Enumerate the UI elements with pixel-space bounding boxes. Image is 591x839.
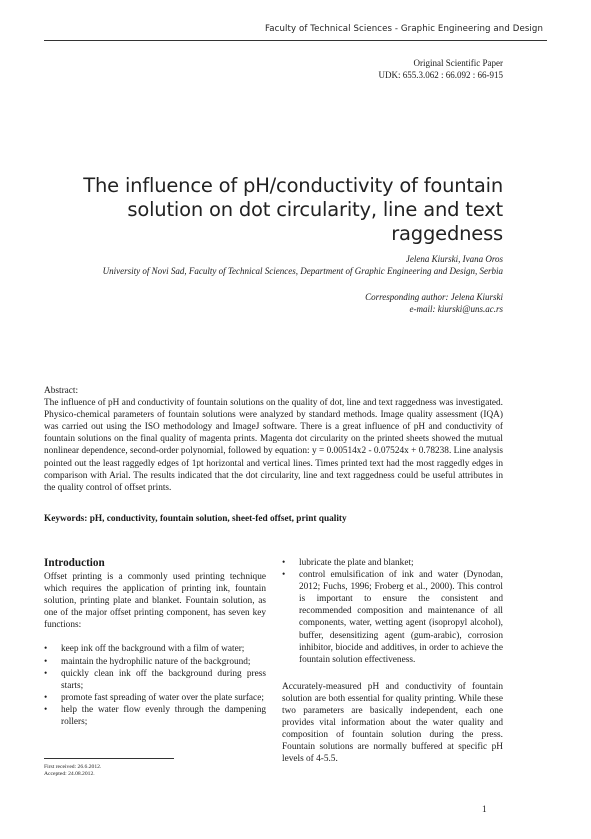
abstract-text: The influence of pH and conductivity of fountain solutions on the quality of dot, line and text raggedness was investigated. Physico-chemical parameters of fountain solutions were analyzed by standard methods. Image quality assessment (IQA) was carried out using the ISO methodology and ImageJ software. There is a great influence of pH and conductivity of fountain solutions on the final quality of magenta prints. Magenta dot circularity on the printed sheets showed the mutual nonlinear dependence, second-order polynomial, followed by equation: y = 0.00514x2 - 0.07524x + 0.78238. Line analysis pointed out the least raggedly edges of 1pt horizontal and vertical lines. Times printed text had the most raggedly edges in comparison with Arial. The results indicated that the dot circularity, line and text raggedness could be useful attributes in the quality control of offset prints. <box>44 398 503 493</box>
list-item: • promote fast spreading of water over the plate surface; <box>44 692 266 704</box>
journal-header: Faculty of Technical Sciences - Graphic Engineering and Design <box>265 24 543 34</box>
list-item: • control emulsification of ink and water (Dynodan, 2012; Fuchs, 1996; Froberg et al., 2000). This control is important to ensure the consistent and recommended composition and maintenance of all components, water, wetting agent (isopropyl alcohol), buffer, desensitizing agent (gum-arabic), corrosion inhibitor, biocide and additives, in order to achieve the fountain solution effectiveness. <box>282 569 503 666</box>
list-item: • lubricate the plate and blanket; <box>282 557 503 569</box>
footnote-divider <box>44 758 174 759</box>
header-divider <box>44 40 547 41</box>
authors: Jelena Kiurski, Ivana Oros <box>405 254 503 264</box>
paper-type: Original Scientific Paper <box>413 58 503 68</box>
paper-meta <box>379 57 504 81</box>
title-line-3: raggedness <box>391 222 503 245</box>
corresponding-email: e-mail: kiurski@uns.ac.rs <box>409 304 503 314</box>
right-column <box>282 557 503 766</box>
function-list-right <box>282 557 503 666</box>
section-heading-introduction: Introduction <box>44 557 105 569</box>
keywords: Keywords: pH, conductivity, fountain solution, sheet-fed offset, print quality <box>44 514 347 524</box>
paper-title <box>33 174 503 246</box>
affiliation: University of Novi Sad, Faculty of Technical Sciences, Department of Graphic Engineering and Design, Serbia <box>102 266 503 276</box>
list-item: • keep ink off the background with a film of water; <box>44 643 266 655</box>
abstract <box>44 385 503 494</box>
function-list-left <box>44 643 266 728</box>
title-line-1: The influence of pH/conductivity of fountain <box>83 174 503 197</box>
list-item: • quickly clean ink off the background during press starts; <box>44 668 266 692</box>
list-item: • help the water flow evenly through the dampening rollers; <box>44 704 266 728</box>
page-number: 1 <box>482 805 487 815</box>
footnote <box>44 764 101 778</box>
accepted-date: Accepted: 24.08.2012. <box>44 771 95 777</box>
title-line-2: solution on dot circularity, line and text <box>127 198 503 221</box>
ph-conductivity-paragraph: Accurately-measured pH and conductivity of fountain solution are both essential for quality printing. While these two parameters are basically independent, each one provides vital information about the water quality and composition of fountain solution during the press. Fountain solutions are normally buffered at specific pH levels of 4-5.5. <box>282 681 503 765</box>
corresponding-author: Corresponding author: Jelena Kiurski <box>365 292 503 302</box>
list-item: • maintain the hydrophilic nature of the background; <box>44 656 266 668</box>
intro-paragraph: Offset printing is a commonly used printing technique which requires the application of printing ink, fountain solution, printing plate and blanket. Fountain solution, as one of the major offset printing component, has seven key functions: <box>44 572 266 631</box>
corresponding-author-block <box>365 291 503 315</box>
received-date: First received: 26.6.2012. <box>44 764 102 770</box>
udk-code: UDK: 655.3.062 : 66.092 : 66-915 <box>378 70 503 80</box>
abstract-label: Abstract: <box>44 386 79 396</box>
left-column <box>44 557 266 728</box>
